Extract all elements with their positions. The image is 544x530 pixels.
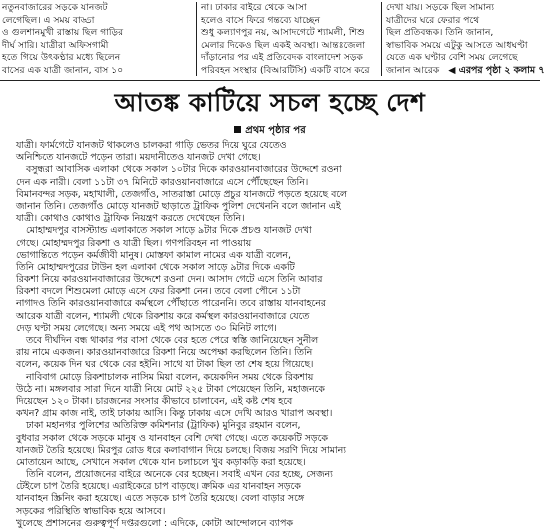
section-rule xyxy=(0,80,540,81)
text-line: স্বাভাবিক সময়ে এটুকু আসতে আধঘণ্টা xyxy=(386,39,528,51)
article-line: কখন? গ্রাম কাজ নাই, তাই ঢাকায় আসি। কিন্তু ঢাকায় এসে দেখি আরও খারাপ অবস্থা। xyxy=(16,408,333,420)
text-line: না। ঢাকার বাইরে থেকে আসা xyxy=(201,2,307,13)
text-line: ও গুলশানমুখী রাস্তায় ছিল গাড়ির xyxy=(2,27,124,39)
article-line: তিনি মোহাম্মদপুরের টাউন হল এলাকা থেকে সকাল সাড়ে ৯টার দিকে একটি xyxy=(16,261,295,273)
article-line: দেন এক নারী। বেলা ১১টা ৩৭ মিনিটে কারওয়ানবাজারে এসে পৌঁছেছেন তিনি। xyxy=(16,176,309,188)
article-body xyxy=(16,140,528,529)
article-line: টেইলে চাপ তৈরি হয়েছে। এরাইকেরে চাপ বাড়ছে। ক্রমিক এর যানবাহন সড়কে xyxy=(16,481,301,493)
article-line: দেড় ঘণ্টা সময় লেগেছে। অন্য সময়ে এই পথ আসতে ৩০ মিনিট লাগে। xyxy=(16,322,277,334)
text-line: দীর্ঘ সারি। যাত্রীরা অফিসগামী xyxy=(2,39,109,51)
text-line: দেখা যায়। সড়কে ছিল সামান্য xyxy=(386,2,495,13)
text-line: মেলার দিকেও ছিল একই অবস্থা। আন্তঃজেলা xyxy=(201,39,366,51)
article-line: গেছে। মোহাম্মদপুর রিকশা ও যাত্রী ছিল। গণপরিবহন না পাওয়ায় xyxy=(16,237,252,249)
article-line: ভোগান্তিতে পড়েন কর্মজীবী মানুষ। মোস্তফা কামাল নামের এক যাত্রী বলেন, xyxy=(16,249,291,261)
article-line: আরেক যাত্রী বলেন, শ্যামলী থেকে রিকশায় করে কর্মস্থল কারওয়ানবাজারে যেতে xyxy=(16,310,310,322)
top-column-left xyxy=(2,2,192,78)
article-line: নাবিবাগ মোড়ে রিকশাচালক নাসিম মিয়া বলেন, কয়েকদিন সময় থেকে রিকশায় xyxy=(26,371,314,383)
square-bullet-icon xyxy=(234,126,241,133)
article-line: দিয়েছেন ১২০ টাকা। চারজনের সংসার কীভাবে চালাবেন, এই কষ্ট শেষ হবে xyxy=(16,395,293,407)
text-line: লেগেছিল। এ সময় বাড্ডা xyxy=(2,14,95,26)
article-line: তিনি বলেন, প্রয়োজনের বাইরে অনেকে বের হচ্ছেন। সবাই এখন বের হচ্ছে, সেজন্য xyxy=(26,469,333,481)
article-line: যানজট তৈরি হয়েছে। মিরপুর রোড ধরে কলাবাগান দিয়ে চলছে। বিজয় সরণি দিয়ে সামান্য xyxy=(16,444,346,456)
article-line: রিকশা বদলে শিশুমেলা মোড়ে এসে ফের রিকশা নেন। তবে বেলা পৌনে ১১টা xyxy=(16,286,301,298)
text-line: ছিল প্রতিবন্ধক। তিনি জানান, xyxy=(386,27,494,39)
article-line: যানবাহন স্ক্রিনিং করা হয়েছে। এতে সড়কে চাপ তৈরি হয়েছে। বেলা বাড়ার সঙ্গে xyxy=(16,493,305,505)
text-line: হতে গিয়ে উৎকণ্ঠার মধ্যে ছিলেন xyxy=(2,52,121,64)
article-line: খুলেছে প্রশাসনের গুরুত্বপূর্ণ দপ্তরগুলো : এদিকে, কোটা আন্দোলনে ব্যাপক xyxy=(16,517,293,529)
text-line: নতুনবাজারের সড়কে যানজট xyxy=(2,2,108,13)
continued-from-label: প্রথম পৃষ্ঠার পর xyxy=(245,125,306,136)
text-line: হলেও বাসে ফিরে গন্তব্যে যাচ্ছেন xyxy=(201,14,321,26)
article-line: বলেন, কয়েক দিন ঘর থেকে বের হইনি। সাথে যা টাকা ছিল তা শেষ হয়ে গিয়েছে। xyxy=(16,359,314,371)
article-line: মোতায়েন আছে, সেখানে সকাল থেকে যান চলাচলে খুব কড়াকড়ি করা হয়েছে। xyxy=(16,456,306,468)
text-line: বাসের এক যাত্রী জানান, বাস ১০ xyxy=(2,64,124,76)
article-line: বসুন্ধরা আবাসিক এলাকা থেকে সকাল ১০টার দিকে কারওয়ানবাজারের উদ্দেশে রওনা xyxy=(26,164,342,176)
article-line: তবে দীর্ঘদিন বন্ধ থাকার পর বাসা থেকে বের হতে পেরে স্বস্তি জানিয়েছেন সুনীল xyxy=(26,335,319,346)
article-line: রায় নামে একজন। কারওয়ানবাজারে রিকশা নিয়ে অপেক্ষা করছিলেন তিনি। তিনি xyxy=(16,347,313,359)
article-line: যাত্রী। কোথাও কোথাও ট্রাফিক নিয়ন্ত্রণ করতে দেখেছেন তিনি। xyxy=(16,213,245,225)
text-line: যেতে এক ঘণ্টার বেশি সময় লেগেছে xyxy=(386,52,518,64)
text-line xyxy=(386,64,544,78)
column-rule xyxy=(196,2,197,76)
article-line: জানান তিনি। তেজগাঁও মোড়ে যানজট ছাড়াতে ট্রাফিক পুলিশ দেখেননি বলে জানান এই xyxy=(16,200,341,212)
text-line: দাঁড়ানোর পর এই প্রতিবেদক বাংলাদেশ সড়ক xyxy=(201,52,363,64)
article-line: মোহাম্মদপুর বাসস্ট্যান্ড এলাকাতে সকাল সাড়ে ৯টার দিকে প্রচণ্ড যানজট দেখা xyxy=(26,225,312,237)
article-line: অনিশ্চিতে যানজটে পড়েন তারা। ময়দানীতেও যানজট দেখা গেছে। xyxy=(16,152,261,164)
top-column-middle xyxy=(201,2,377,78)
text-line: পরিবহন সংস্থার (বিআরটিসি) একটি বাসে করে xyxy=(201,64,370,76)
text-line-end: জানান আরেক xyxy=(386,64,440,76)
article-headline: আতঙ্ক কাটিয়ে সচল হচ্ছে দেশ xyxy=(114,88,426,117)
column-rule xyxy=(381,2,382,76)
continued-from xyxy=(0,124,540,138)
text-line: শুধু কল্যাণপুর নয়, আসাদগেটে শ্যামলী, শিশু xyxy=(201,27,365,39)
top-column-right xyxy=(386,2,544,78)
article-line: উঠে না। মঙ্গলবার সারা দিনে যাত্রী নিয়ে মোট ২২৫ টাকা পেয়েছেন তিনি, মহাজনকে xyxy=(16,383,325,395)
article-line: বুধবার সকাল থেকে সড়কে মানুষ ও যানবাহন বেশি দেখা গেছে। এতে কয়েকটি সড়কে xyxy=(16,432,328,444)
text-line: যাত্রীদের ঘরে ফেরার পথে xyxy=(386,14,480,26)
article-line: রিকশা নিয়ে কারওয়ানবাজারের উদ্দেশে রওনা দেন। আসাদ গেটে এসে তিনি আবার xyxy=(16,274,323,286)
article-line: যাত্রী। ফার্মগেটে যানজট থাকলেও চালকরা গাড়ি ভেতর দিয়ে ঘুরে যেতেও xyxy=(16,140,287,151)
article-line: ঢাকা মহানগর পুলিশের অতিরিক্ত কমিশনার (ট্রাফিক) মুনিবুর রহমান বলেন, xyxy=(26,420,301,432)
article-line: সড়কের পরিস্থিতি স্বাভাবিক হয়ে আসবে। xyxy=(16,505,166,517)
article-line: নাগাদও তিনি কারওয়ানবাজারে কর্মস্থলে পৌঁছাতে পারেননি। তবে রাস্তায় যানবাহনের xyxy=(16,298,326,310)
article-line: বিমানবন্দর সড়ক, মহাখালী, তেজগাঁও, সাতরাস্তা মোড়ে প্রচুর যানজটে পড়তে হয়েছে বলে xyxy=(16,188,348,200)
jump-reference: ◀ এরপর পৃষ্ঠা ২ কলাম ৭ xyxy=(448,64,544,76)
